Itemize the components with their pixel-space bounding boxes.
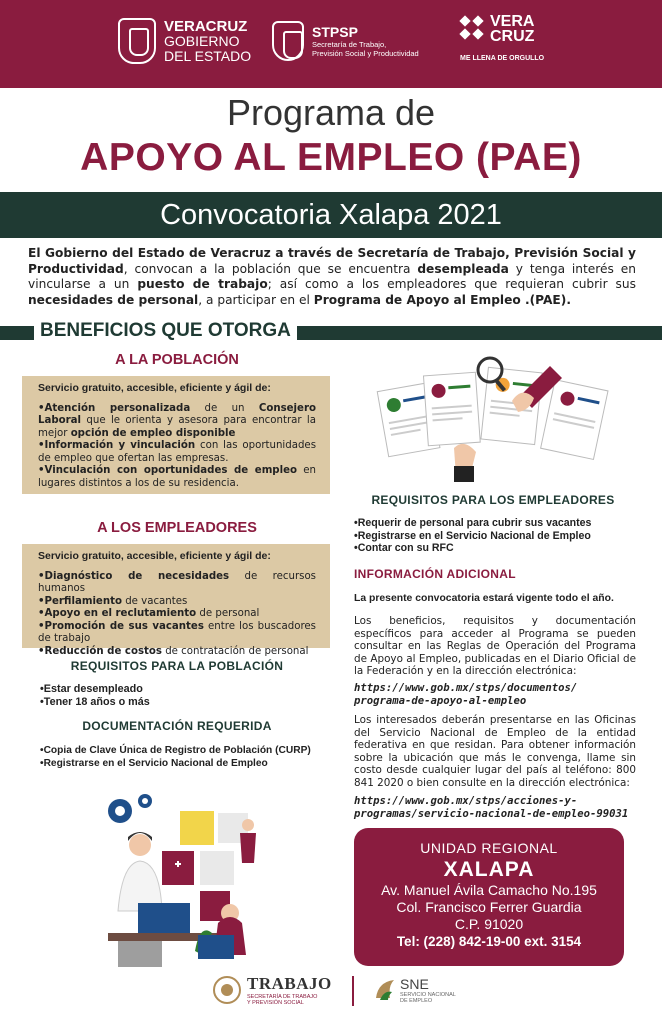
req-poblacion-heading: REQUISITOS PARA LA POBLACIÓN — [70, 659, 284, 673]
unidad-address-2: Col. Francisco Ferrer Guardia — [396, 899, 582, 915]
poblacion-item-1: •Atención personalizada de un Consejero Laboral que le orienta y asesora para encontrar la mejor opción de empleo disponible — [38, 402, 316, 439]
intro-t2: y tenga interés en vincularse a un — [28, 261, 636, 291]
footer-divider — [352, 976, 354, 1006]
trabajo-logo — [212, 974, 332, 1006]
logo3-tagline: ME LLENA DE ORGULLO — [460, 55, 545, 62]
documentacion-heading: DOCUMENTACIÓN REQUERIDA — [82, 719, 272, 733]
empleadores-box — [22, 544, 330, 657]
intro-b4: necesidades de personal — [28, 292, 199, 307]
mexico-seal-icon — [212, 975, 242, 1005]
empleadores-item-4: •Promoción de sus vacantes entre los buscadores de trabajo — [38, 620, 316, 644]
poblacion-box — [22, 376, 330, 494]
plus-card-icon — [162, 851, 194, 885]
convocatoria-title: Convocatoria Xalapa 2021 — [160, 198, 502, 231]
convocatoria-band — [0, 192, 662, 238]
req-empleadores-heading: REQUISITOS PARA LOS EMPLEADORES — [371, 493, 615, 507]
intro-b3: puesto de trabajo — [137, 277, 268, 291]
stpsp-logo — [272, 14, 419, 68]
req-poblacion-item: •Estar desempleado — [40, 683, 143, 695]
req-empleadores-item: •Contar con su RFC — [354, 542, 454, 554]
sticky-note-icon — [180, 811, 214, 845]
office-workers-illustration — [100, 783, 270, 968]
info-url-1-line2[interactable]: programa-de-apoyo-al-empleo — [354, 694, 527, 707]
info-heading: INFORMACIÓN ADICIONAL — [354, 567, 516, 581]
intro-b5: Programa de Apoyo al Empleo .(PAE). — [313, 292, 571, 307]
req-empleadores-list — [354, 517, 644, 555]
intro-t4: , a participar en el — [198, 292, 314, 307]
empleadores-item-5: •Reducción de costos de contratación de personal — [38, 645, 309, 657]
sne-logo — [374, 976, 456, 1004]
sne-sub2: DE EMPLEO — [400, 998, 433, 1004]
trabajo-sub2: Y PREVISIÓN SOCIAL — [247, 1000, 304, 1006]
empleadores-item-2: •Perfilamiento de vacantes — [38, 595, 188, 607]
info-paragraph-2: Los interesados deberán presentarse en las Oficinas del Servicio Nacional de Empleo de la entidad federativa en que residan. Para obtener información sobre la ubicación que más le convenga, llame sin costo desde cualquier lugar del país al teléfono: 800 841 2020 o bien consulte en la dirección electrónica: — [354, 714, 636, 789]
req-poblacion-item: •Tener 18 años o más — [40, 695, 150, 708]
info-vigente: La presente convocatoria estará vigente todo el año. — [354, 593, 614, 604]
info-url-2-line2[interactable]: programas/servicio-nacional-de-empleo-99031 — [354, 807, 629, 820]
veracruz-gobierno-logo — [118, 14, 251, 68]
logo1-line3: DEL ESTADO — [164, 47, 252, 64]
logo1-line1: VERACRUZ — [164, 17, 248, 35]
logo3-line1: VERA — [490, 13, 535, 30]
documentacion-item: •Registrarse en el Servicio Nacional de Empleo — [40, 757, 268, 769]
intro-b2: desempleada — [417, 261, 509, 276]
empleadores-heading: A LOS EMPLEADORES — [97, 520, 257, 536]
sne-mark-icon — [374, 978, 396, 1002]
trabajo-name: TRABAJO — [247, 974, 332, 993]
sne-sub1: SERVICIO NACIONAL — [400, 992, 456, 998]
veracruz-orgullo-logo — [460, 14, 550, 70]
empleadores-lead: Servicio gratuito, accesible, eficiente y ágil de: — [38, 550, 271, 562]
poblacion-item-2: •Información y vinculación con las oportunidades de empleo que ofertan las empresas. — [38, 440, 317, 464]
empleadores-item-1: •Diagnóstico de necesidades de recursos humanos — [38, 570, 316, 594]
stpsp-name: STPSP — [312, 23, 358, 40]
laptop-icon — [138, 903, 190, 935]
unidad-address-1: Av. Manuel Ávila Camacho No.195 — [381, 882, 597, 898]
title-line1: Programa de — [226, 92, 436, 133]
logo1-line2: GOBIERNO — [164, 32, 240, 49]
info-paragraph-1: Los beneficios, requisitos y documentación específicos para acceder al Programa se pueden consultar en las Reglas de Operación del Programa de Apoyo al Empleo, publicadas en el Diario Oficial de la Federación y en la dirección electrónica: — [354, 615, 636, 678]
intro-t3: ; así como a los empleadores que requieran cubrir sus — [267, 277, 636, 291]
intro-paragraph — [28, 246, 636, 308]
unidad-postal-code: C.P. 91020 — [454, 916, 524, 932]
req-empleadores-item: •Registrarse en el Servicio Nacional de Empleo — [354, 529, 591, 542]
sne-name: SNE — [400, 976, 429, 992]
info-url-1-line1[interactable]: https://www.gob.mx/stps/documentos/ — [354, 682, 578, 694]
intro-b1: El Gobierno del Estado de Veracruz a través de Secretaría de Trabajo, Previsión Social y Productividad — [28, 246, 636, 276]
req-poblacion-list — [40, 683, 330, 708]
logo3-line2: CRUZ — [490, 28, 535, 45]
info-url-1[interactable] — [354, 682, 636, 707]
unidad-regional-box — [354, 828, 624, 966]
intro-t1: , convocan a la población que se encuentra — [123, 261, 418, 276]
poblacion-heading: A LA POBLACIÓN — [115, 352, 239, 368]
stpsp-sub1: Secretaría de Trabajo, — [312, 39, 387, 49]
unidad-label: UNIDAD REGIONAL — [420, 840, 558, 856]
req-empleadores-item: •Requerir de personal para cubrir sus vacantes — [354, 517, 592, 529]
resumes-illustration — [372, 356, 622, 482]
stpsp-sub2: Previsión Social y Productividad — [312, 48, 419, 58]
documentacion-item: •Copia de Clave Única de Registro de Población (CURP) — [40, 745, 311, 756]
coat-of-arms-icon — [118, 18, 156, 64]
info-url-2[interactable] — [354, 795, 636, 820]
vera-pattern-icon — [460, 16, 486, 42]
poblacion-item-3: •Vinculación con oportunidades de empleo en lugares distintos a los de su residencia. — [38, 465, 316, 489]
unidad-city: XALAPA — [443, 858, 535, 881]
empleadores-item-3: •Apoyo en el reclutamiento de personal — [38, 608, 260, 619]
trabajo-sub1: SECRETARÍA DE TRABAJO — [247, 994, 318, 1000]
info-url-2-line1[interactable]: https://www.gob.mx/stps/acciones-y- — [354, 795, 578, 807]
title-line2: APOYO AL EMPLEO (PAE) — [80, 136, 582, 179]
poblacion-lead: Servicio gratuito, accesible, eficiente y ágil de: — [38, 382, 271, 394]
stpsp-crest-icon — [272, 21, 304, 61]
documentacion-list — [40, 745, 336, 770]
benefits-title: BENEFICIOS QUE OTORGA — [34, 320, 297, 342]
unidad-phone: Tel: (228) 842-19-00 ext. 3154 — [396, 934, 582, 949]
